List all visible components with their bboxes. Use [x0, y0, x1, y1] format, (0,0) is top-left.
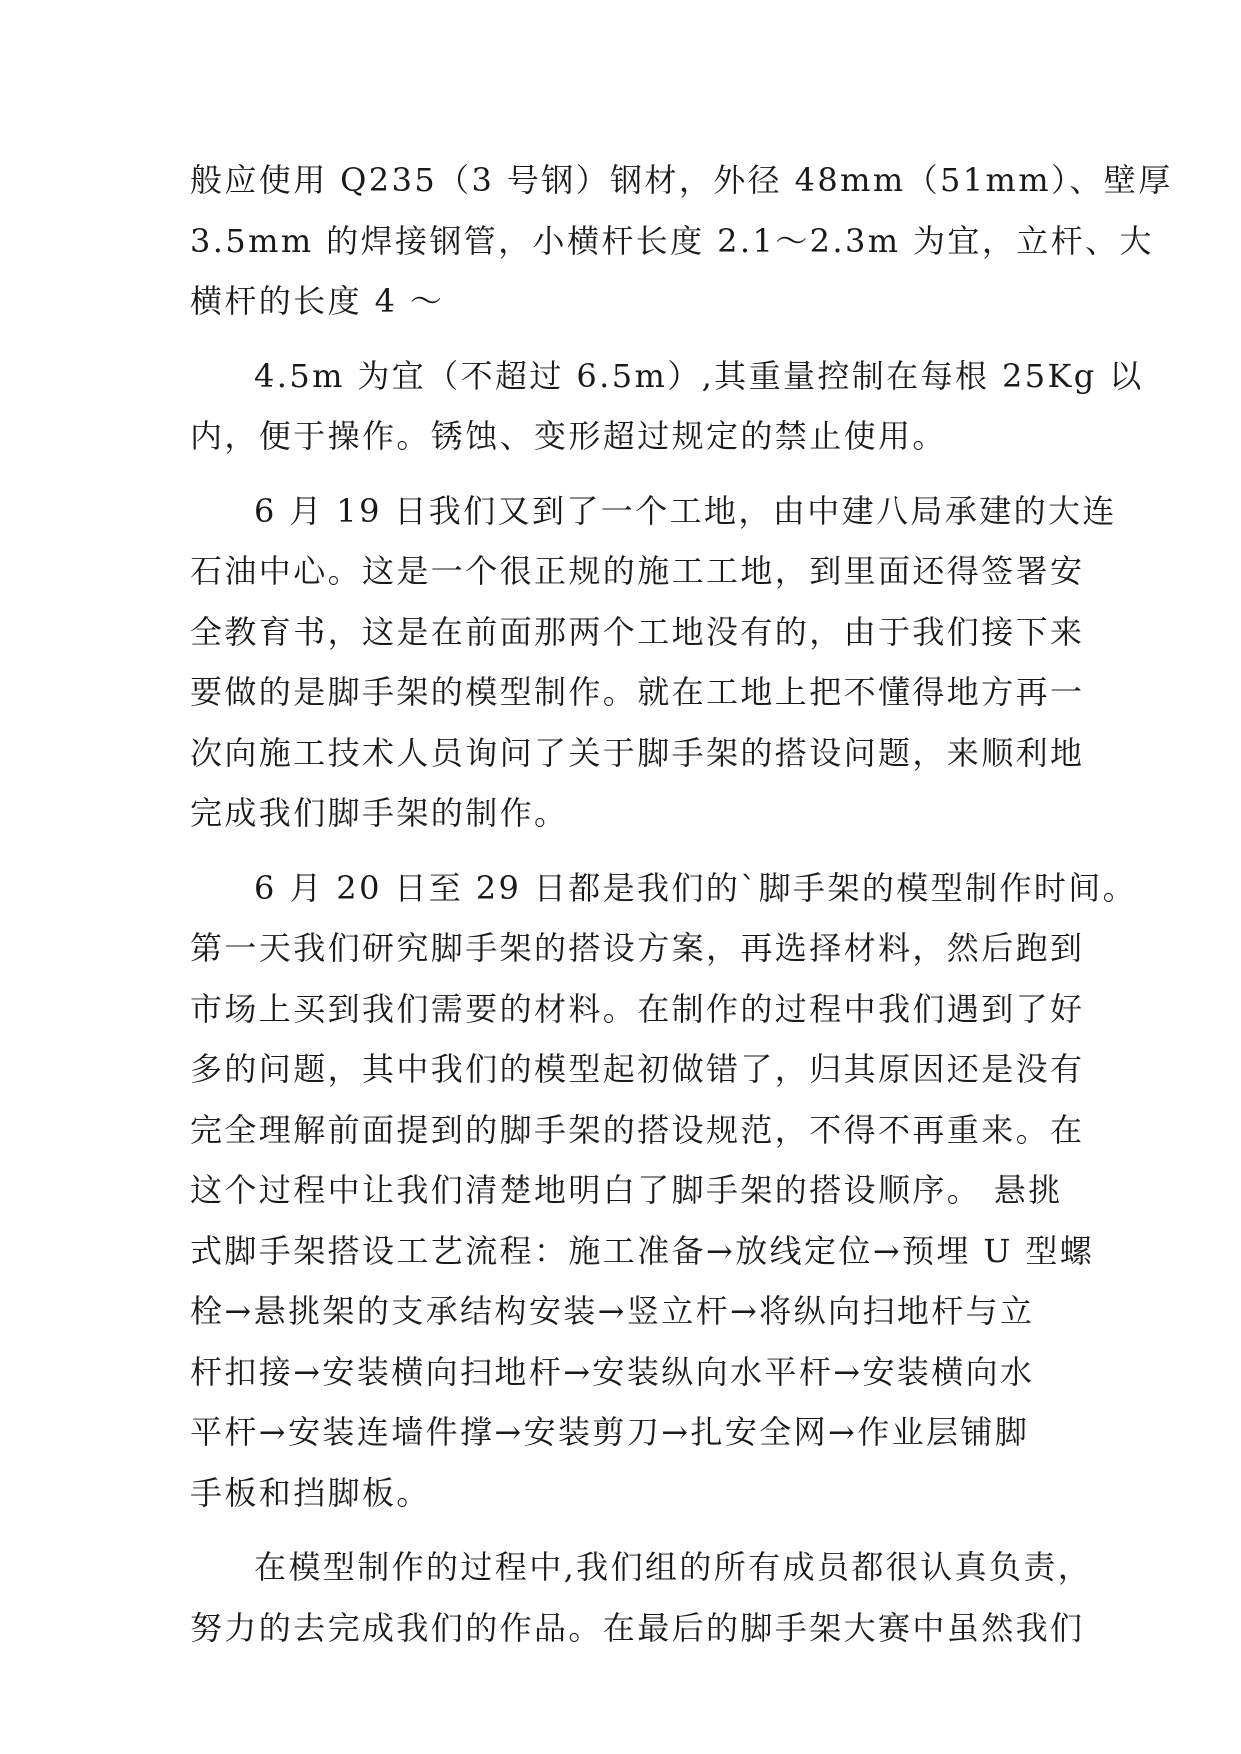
text-line: 完全理解前面提到的脚手架的搭设规范，不得不再重来。在 [190, 1110, 1085, 1149]
paragraph [190, 481, 1117, 844]
text-line: 平杆→安装连墙件撑→安装剪刀→扎安全网→作业层铺脚 [190, 1413, 1030, 1451]
text-line: 手板和挡脚板。 [190, 1473, 431, 1512]
text-line: 努力的去完成我们的作品。在最后的脚手架大赛中虽然我们 [190, 1608, 1085, 1647]
text-line: 般应使用 Q235（3 号钢）钢材，外径 48mm（51mm）、壁厚 [190, 161, 1173, 199]
text-line: 石油中心。这是一个很正规的施工工地，到里面还得签署安 [190, 552, 1085, 590]
paragraph [190, 346, 1144, 467]
text-line: 要做的是脚手架的模型制作。就在工地上把不懂得地方再一 [190, 673, 1085, 711]
text-line: 4.5m 为宜（不超过 6.5m）,其重量控制在每根 25Kg 以 [254, 356, 1144, 395]
paragraph [190, 1537, 1093, 1658]
text-line: 市场上买到我们需要的材料。在制作的过程中我们遇到了好 [190, 989, 1085, 1028]
text-line: 6 月 19 日我们又到了一个工地，由中建八局承建的大连 [254, 491, 1117, 530]
text-line: 式脚手架搭设工艺流程：施工准备→放线定位→预埋 U 型螺 [190, 1231, 1095, 1270]
text-line: 次向施工技术人员询问了关于脚手架的搭设问题，来顺利地 [190, 733, 1085, 772]
text-line: 在模型制作的过程中,我们组的所有成员都很认真负责， [254, 1548, 1093, 1586]
text-line: 完成我们脚手架的制作。 [190, 794, 569, 832]
body-text [190, 150, 1173, 1658]
text-line: 这个过程中让我们清楚地明白了脚手架的搭设顺序。 悬挑 [190, 1171, 1063, 1209]
text-line: 第一天我们研究脚手架的搭设方案，再选择材料，然后跑到 [190, 929, 1085, 967]
text-line: 6 月 20 日至 29 日都是我们的`脚手架的模型制作时间。 [254, 868, 1138, 907]
paragraph [190, 858, 1138, 1524]
text-line: 多的问题，其中我们的模型起初做错了，归其原因还是没有 [190, 1050, 1085, 1088]
text-line: 内，便于操作。锈蚀、变形超过规定的禁止使用。 [190, 417, 947, 455]
text-line: 全教育书，这是在前面那两个工地没有的，由于我们接下来 [190, 612, 1085, 651]
text-line: 3.5mm 的焊接钢管，小横杆长度 2.1～2.3m 为宜，立杆、大 [190, 221, 1154, 260]
text-line: 横杆的长度 4 ～ [190, 282, 445, 320]
paragraph [190, 150, 1173, 332]
text-line: 杆扣接→安装横向扫地杆→安装纵向水平杆→安装横向水 [190, 1352, 1035, 1391]
text-line: 栓→悬挑架的支承结构安装→竖立杆→将纵向扫地杆与立 [190, 1292, 1035, 1330]
